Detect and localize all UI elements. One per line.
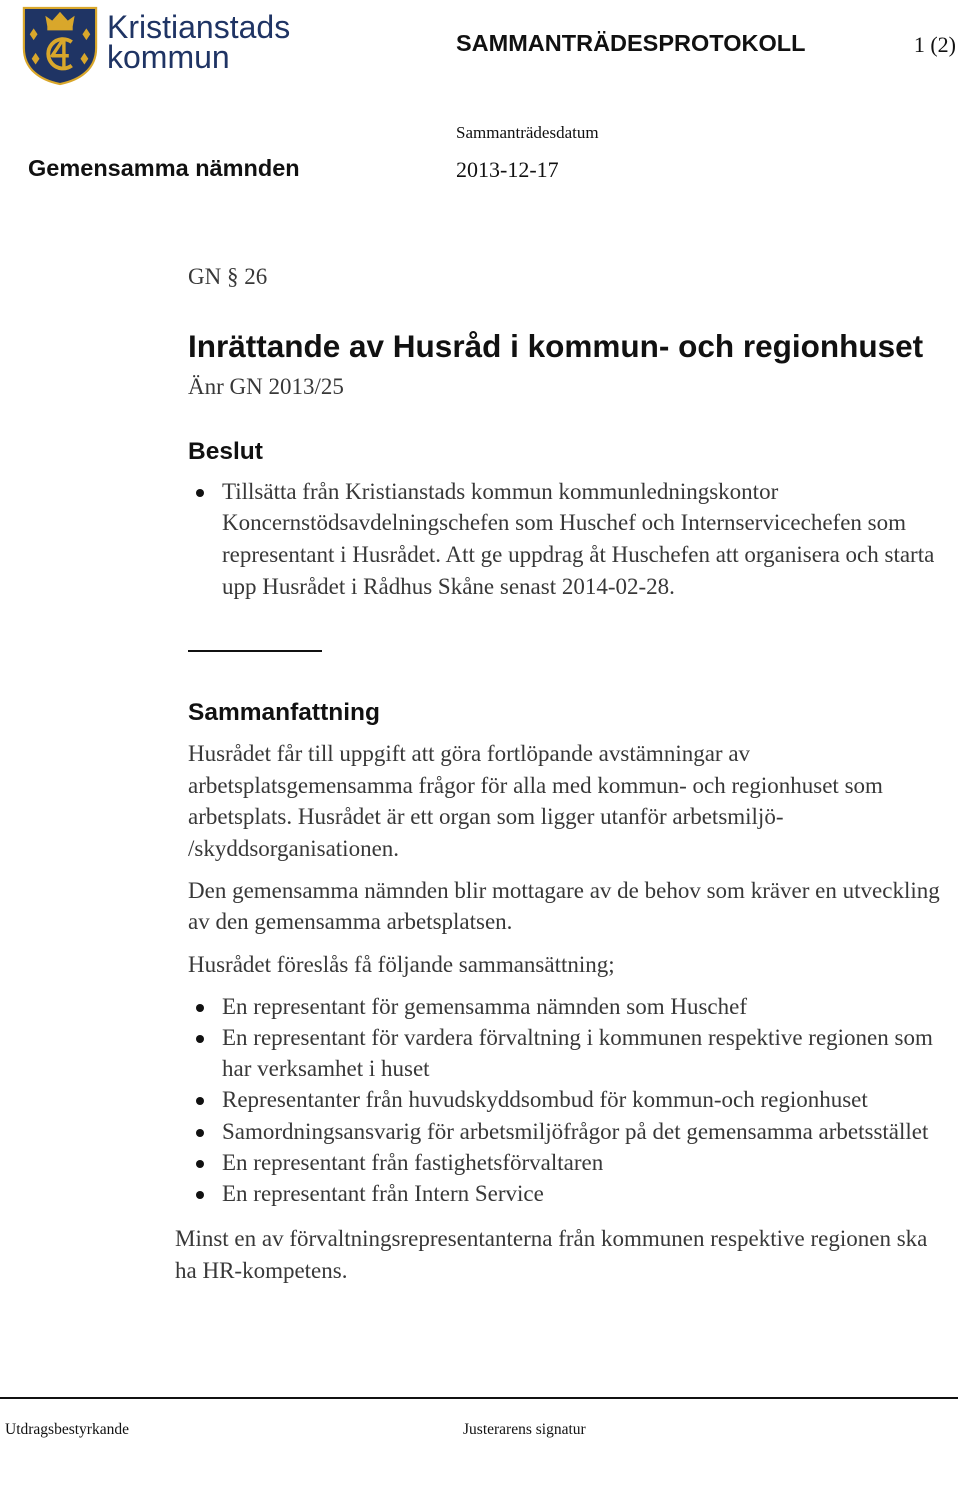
decision-item-line: Tillsätta från Kristianstads kommun kommunledningskontor bbox=[222, 479, 779, 504]
composition-item-line: En representant från Intern Service bbox=[222, 1181, 544, 1206]
closing-text-line: Minst en av förvaltningsrepresentanterna från kommunen respektive regionen ska bbox=[175, 1226, 928, 1251]
committee-name: Gemensamma nämnden bbox=[28, 155, 300, 181]
coat-of-arms-icon bbox=[20, 5, 100, 87]
meeting-date-label: Sammanträdesdatum bbox=[456, 123, 599, 142]
section-number: GN § 26 bbox=[188, 264, 268, 289]
summary-text-line: av den gemensamma arbetsplatsen. bbox=[188, 909, 513, 934]
composition-item-line: Representanter från huvudskyddsombud för kommun-och regionhuset bbox=[222, 1087, 868, 1112]
summary-text-line: /skyddsorganisationen. bbox=[188, 836, 400, 861]
bullet-icon bbox=[196, 1004, 204, 1012]
case-number: Änr GN 2013/25 bbox=[188, 374, 344, 399]
summary-text-line: Husrådet föreslås få följande sammansättning; bbox=[188, 952, 615, 977]
decision-item-line: Koncernstödsavdelningschefen som Huschef och Internservicechefen som bbox=[222, 510, 907, 535]
bullet-icon bbox=[196, 1191, 204, 1199]
footer-signature-label: Justerarens signatur bbox=[463, 1421, 586, 1438]
decision-item-line: representant i Husrådet. Att ge uppdrag åt Huschefen att organisera och starta bbox=[222, 542, 935, 567]
bullet-icon bbox=[196, 489, 204, 497]
composition-item-line: En representant för vardera förvaltning i kommunen respektive regionen som bbox=[222, 1025, 933, 1050]
composition-item-line: har verksamhet i huset bbox=[222, 1056, 430, 1081]
meeting-date: 2013-12-17 bbox=[456, 157, 559, 182]
summary-text-line: arbetsplats. Husrådet är ett organ som ligger utanför arbetsmiljö- bbox=[188, 804, 784, 829]
document-type-title: SAMMANTRÄDESPROTOKOLL bbox=[456, 30, 806, 56]
summary-text-line: arbetsplatsgemensamma frågor för alla med kommun- och regionhuset som bbox=[188, 773, 883, 798]
bullet-icon bbox=[196, 1129, 204, 1137]
summary-text-line: Husrådet får till uppgift att göra fortlöpande avstämningar av bbox=[188, 741, 751, 766]
page-number: 1 (2) bbox=[913, 32, 956, 57]
logo-wordmark-line2: kommun bbox=[107, 39, 230, 75]
summary-text-line: Den gemensamma nämnden blir mottagare av de behov som kräver en utveckling bbox=[188, 878, 940, 903]
footer-certification-label: Utdragsbestyrkande bbox=[5, 1421, 129, 1438]
bullet-icon bbox=[196, 1097, 204, 1105]
bullet-icon bbox=[196, 1035, 204, 1043]
logo-wordmark-line1: Kristianstads bbox=[107, 9, 291, 45]
footer-rule bbox=[0, 1397, 958, 1399]
closing-text-line: ha HR-kompetens. bbox=[175, 1258, 348, 1283]
bullet-icon bbox=[196, 1160, 204, 1168]
composition-item-line: Samordningsansvarig för arbetsmiljöfrågor på det gemensamma arbetsstället bbox=[222, 1119, 929, 1144]
composition-item-line: En representant för gemensamma nämnden som Huschef bbox=[222, 994, 747, 1019]
composition-item-line: En representant från fastighetsförvaltaren bbox=[222, 1150, 604, 1175]
item-title: Inrättande av Husråd i kommun- och regionhuset bbox=[188, 328, 924, 364]
section-divider bbox=[188, 650, 322, 652]
summary-heading: Sammanfattning bbox=[188, 699, 380, 726]
decision-item-line: upp Husrådet i Rådhus Skåne senast 2014-02-28. bbox=[222, 574, 675, 599]
decision-heading: Beslut bbox=[188, 438, 263, 465]
